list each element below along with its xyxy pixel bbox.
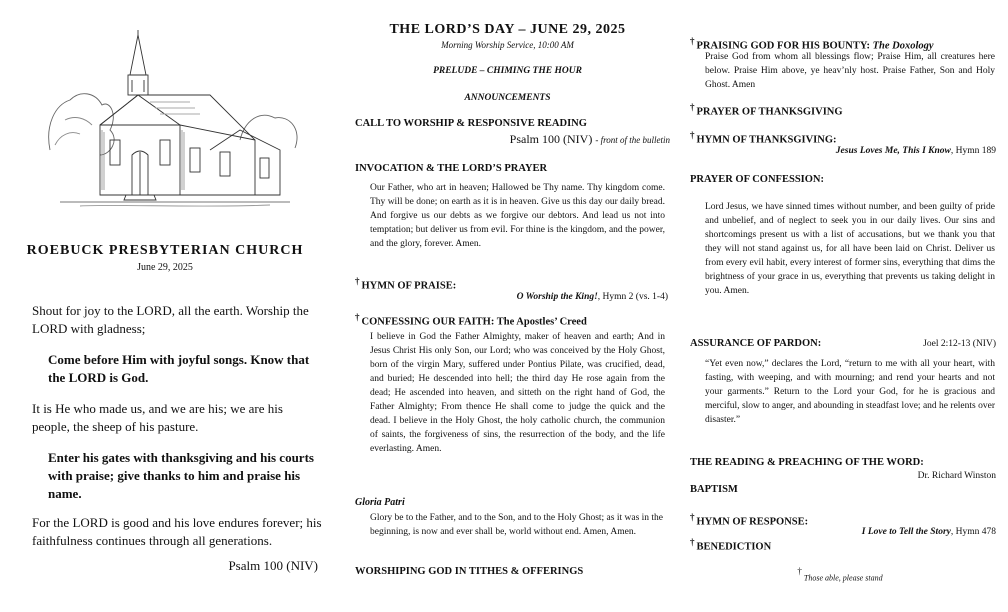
confession-heading: PRAYER OF CONFESSION: (690, 174, 824, 185)
dagger-mark: † (690, 36, 695, 46)
dagger-mark: † (355, 276, 360, 286)
hymn-thanksgiving-title: Jesus Loves Me, This I Know (835, 146, 951, 156)
church-name: ROEBUCK PRESBYTERIAN CHURCH (26, 243, 304, 258)
hymn-thanksgiving-line (836, 146, 996, 156)
dagger-mark: † (690, 102, 695, 112)
benediction-label: BENEDICTION (696, 541, 772, 553)
dagger-mark: † (797, 566, 802, 576)
hymn-response-line (862, 527, 996, 537)
doxology-label: The Doxology (872, 40, 934, 52)
hymn-response-heading (690, 512, 808, 528)
prayer-thanksgiving-heading (690, 102, 843, 118)
announcements-heading: ANNOUNCEMENTS (464, 93, 551, 103)
assurance-text: “Yet even now,” declares the Lord, “return to me with all your heart, with fasting, with weeping, and with mourning; and rend your hearts and not your garments.” Return to the Lord your God, for he is gracious and merciful, slow to anger, and abounding in steadfast love; and he relents over disaster.” (705, 359, 995, 425)
stand-footnote (680, 566, 1000, 585)
preacher-name: Dr. Richard Winston (917, 471, 996, 481)
invocation-heading: INVOCATION & THE LORD’S PRAYER (355, 163, 548, 174)
hymn-thanksgiving-number: , Hymn 189 (950, 146, 996, 156)
dagger-mark: † (690, 130, 695, 140)
call-ref-note: - front of the bulletin (595, 135, 670, 145)
hymn-of-praise-label: HYMN OF PRAISE: (361, 280, 457, 292)
psalm-verse-5: For the LORD is good and his love endures forever; his faithfulness continues through all generations. (32, 515, 322, 548)
assurance-heading: ASSURANCE OF PARDON: (690, 338, 822, 349)
hymn-of-praise-number: , Hymn 2 (vs. 1-4) (597, 292, 668, 302)
hymn-response-number: , Hymn 478 (950, 527, 996, 537)
doxology-text: Praise God from whom all blessings flow; Praise Him, all creatures here below. Praise Him above, ye heav’nly host. Praise Father, Son and Holy Ghost. Amen (705, 52, 995, 90)
dagger-mark: † (690, 537, 695, 547)
psalm-verse-4: Enter his gates with thanksgiving and his courts with praise; give thanks to him and praise his name. (48, 450, 314, 501)
praising-label: PRAISING GOD FOR HIS BOUNTY: (696, 40, 870, 52)
call-to-worship-heading: CALL TO WORSHIP & RESPONSIVE READING (355, 118, 587, 129)
apostles-creed-text: I believe in God the Father Almighty, maker of heaven and earth; And in Jesus Christ His only Son, our Lord; who was conceived by the Holy Ghost, born of the virgin Mary, suffered under Pontius Pilate, was crucified, dead, and buried; He descended into hell; the third day He rose again from the dead; He ascended into heaven, and sitteth on the right hand of God, the Father Almighty; From thence He shall come to judge the quick and the dead. I believe in the Holy Ghost, the holy catholic church, the communion of saints, the forgiveness of sins, the resurrection of the body, and the life everlasting. Amen. (370, 332, 665, 454)
hymn-thanksgiving-heading (690, 130, 837, 146)
service-title: THE LORD’S DAY – JUNE 29, 2025 (389, 22, 626, 37)
dagger-mark: † (690, 512, 695, 522)
call-to-worship-ref (510, 132, 670, 147)
prelude-heading: PRELUDE – CHIMING THE HOUR (433, 66, 582, 76)
church-drawing (40, 30, 305, 220)
hymn-response-label: HYMN OF RESPONSE: (696, 516, 809, 528)
hymn-thanksgiving-label: HYMN OF THANKSGIVING: (696, 134, 837, 146)
stand-footnote-text: Those able, please stand (803, 573, 883, 583)
assurance-reference: Joel 2:12-13 (NIV) (923, 339, 996, 349)
church-date: June 29, 2025 (137, 262, 193, 273)
creed-heading (355, 312, 587, 328)
dagger-mark: † (355, 312, 360, 322)
call-ref-text: Psalm 100 (NIV) (509, 132, 593, 146)
psalm-verse-3: It is He who made us, and we are his; we are his people, the sheep of his pasture. (32, 401, 283, 434)
hymn-of-praise-heading (355, 276, 456, 292)
hymn-of-praise-title: O Worship the King! (516, 292, 598, 302)
service-subtitle: Morning Worship Service, 10:00 AM (441, 40, 574, 50)
prayer-thanksgiving-label: PRAYER OF THANKSGIVING (696, 106, 843, 118)
baptism-heading: BAPTISM (690, 484, 738, 495)
lords-prayer-text: Our Father, who art in heaven; Hallowed be Thy name. Thy kingdom come. Thy will be done; on earth as it is in heaven. Give us this day our daily bread. And forgive us our debts as we forgive our debtors. And lead us not into temptation; but deliver us from evil. For thine is the kingdom, and the power, and the glory, forever. Amen. (370, 183, 665, 249)
psalm-verse-1: Shout for joy to the LORD, all the earth. Worship the LORD with gladness; (32, 303, 309, 336)
tithes-heading: WORSHIPING GOD IN TITHES & OFFERINGS (355, 566, 584, 577)
benediction-heading (690, 537, 771, 553)
hymn-response-title: I Love to Tell the Story (861, 527, 951, 537)
confession-text: Lord Jesus, we have sinned times without number, and been guilty of pride and unbelief, and of neglect to seek you in our daily lives. Our sins and shortcomings present us with a list of accusations, but we thank you that they will not stand against us, for all have been laid on Christ. Deliver us from every evil habit, every interest of former sins, everything that dims the brightness of your grace in us, everything that prevents us taking delight in you. Amen. (705, 202, 995, 296)
psalm-reference: Psalm 100 (NIV) (228, 558, 318, 573)
reading-heading: THE READING & PREACHING OF THE WORD: (690, 457, 924, 468)
hymn-of-praise-line (517, 292, 668, 302)
psalm-verse-2: Come before Him with joyful songs. Know that the LORD is God. (48, 352, 310, 385)
creed-label: CONFESSING OUR FAITH: The Apostles’ Creed (361, 316, 587, 328)
gloria-patri-text: Glory be to the Father, and to the Son, and to the Holy Ghost; as it was in the beginning, is now and ever shall be, world without end. Amen, Amen. (370, 513, 664, 537)
gloria-patri-heading: Gloria Patri (355, 497, 405, 508)
